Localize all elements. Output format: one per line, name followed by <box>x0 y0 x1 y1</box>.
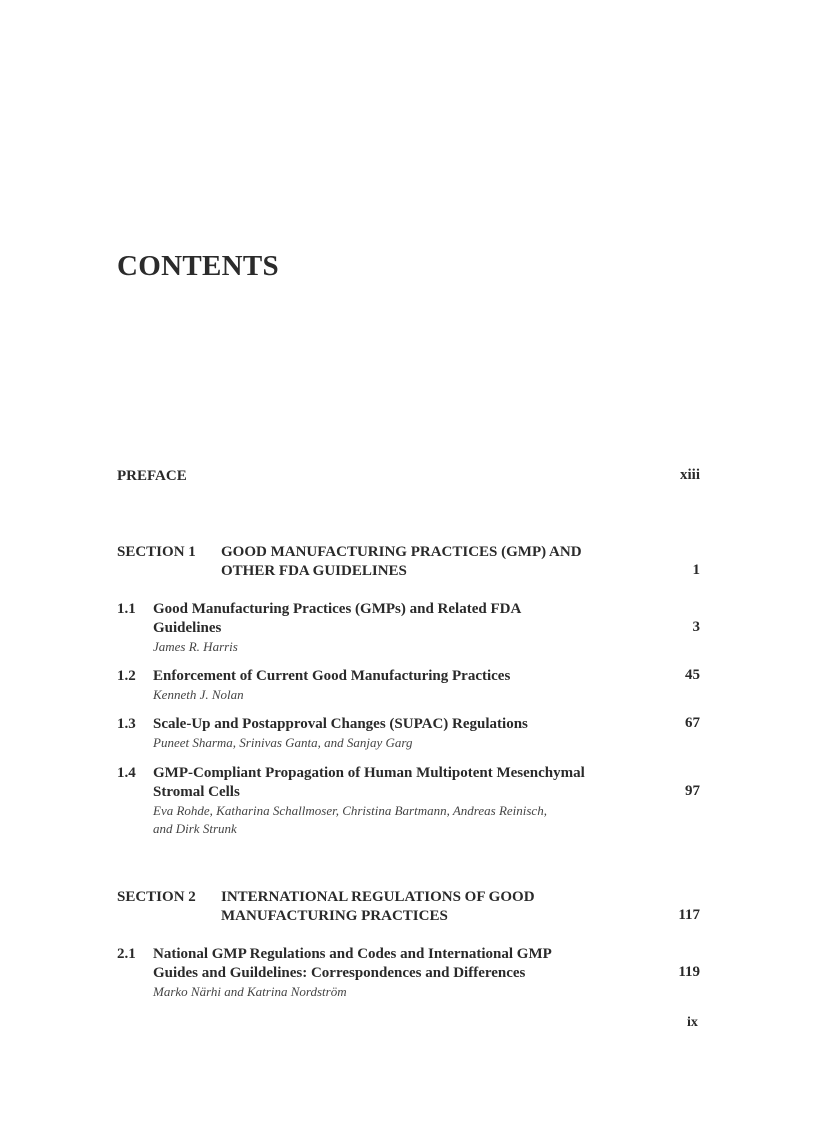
chapter-page: 97 <box>685 783 700 799</box>
chapter-number: 1.4 <box>117 765 136 781</box>
chapter-number: 1.3 <box>117 716 136 732</box>
chapter-page: 45 <box>685 667 700 683</box>
preface-entry <box>117 467 700 485</box>
page-folio: ix <box>687 1015 698 1030</box>
chapter-title-line: Enforcement of Current Good Manufacturing Practices <box>153 668 511 684</box>
chapter-page: 3 <box>692 619 700 635</box>
chapter-page: 119 <box>678 964 700 980</box>
chapter-authors: Eva Rohde, Katharina Schallmoser, Christina Bartmann, Andreas Reinisch, <box>153 803 547 818</box>
section-1-page: 1 <box>692 562 700 578</box>
chapter-number: 1.1 <box>117 601 136 617</box>
chapter-authors: James R. Harris <box>153 639 238 654</box>
chapter-title-line: Good Manufacturing Practices (GMPs) and Related FDA <box>153 601 522 617</box>
chapter-title-line: National GMP Regulations and Codes and International GMP <box>153 946 552 962</box>
chapter-title-line: Stromal Cells <box>153 784 240 800</box>
section-2-heading <box>117 888 700 928</box>
preface-page: xiii <box>679 467 700 483</box>
chapter-authors: and Dirk Strunk <box>153 821 237 836</box>
section-1-title-line-2: OTHER FDA GUIDELINES <box>221 563 407 579</box>
section-1-label: SECTION 1 <box>117 544 196 560</box>
chapter-authors: Marko Närhi and Katrina Nordström <box>153 984 347 999</box>
section-1-title-line-1: GOOD MANUFACTURING PRACTICES (GMP) AND <box>221 544 582 560</box>
chapter-number: 2.1 <box>117 946 136 962</box>
section-2-label: SECTION 2 <box>117 889 196 905</box>
section-2-page: 117 <box>678 907 700 923</box>
preface-label: PREFACE <box>117 468 187 484</box>
chapter-title-line: Scale-Up and Postapproval Changes (SUPAC) Regulations <box>153 716 528 732</box>
section-2-title-line-1: INTERNATIONAL REGULATIONS OF GOOD <box>221 889 535 905</box>
chapter-title-line: GMP-Compliant Propagation of Human Multipotent Mesenchymal <box>153 765 585 781</box>
page-title: CONTENTS <box>117 250 279 282</box>
section-2-title-line-2: MANUFACTURING PRACTICES <box>221 908 448 924</box>
chapter-authors: Puneet Sharma, Srinivas Ganta, and Sanjay Garg <box>153 735 413 750</box>
section-1-heading <box>117 543 700 583</box>
chapter-number: 1.2 <box>117 668 136 684</box>
chapter-authors: Kenneth J. Nolan <box>153 687 244 702</box>
chapter-title-line: Guidelines <box>153 620 222 636</box>
chapter-page: 67 <box>685 715 700 731</box>
chapter-title-line: Guides and Guildelines: Correspondences and Differences <box>153 965 526 981</box>
